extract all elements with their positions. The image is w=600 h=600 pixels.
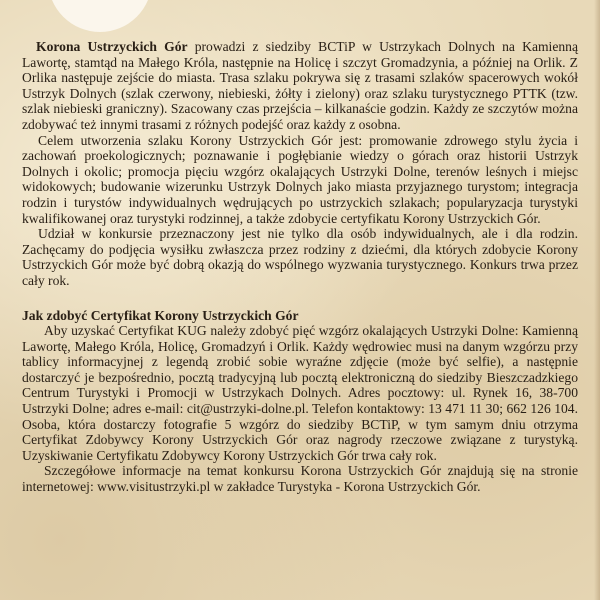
article-body [22, 39, 578, 495]
participation-paragraph: Udział w konkursie przeznaczony jest nie tylko dla osób indywidualnych, ale i dla rodzin. Zachęcamy do podjęcia wysiłku zwłaszcza przez rodziny z dziećmi, dla których zdobycie Korony Ustrzyckich Gór może być dobrą okazją do wspólnego wyzwania turystycznego. Konkurs trwa przez cały rok. [22, 226, 578, 288]
certificate-paragraph: Aby uzyskać Certyfikat KUG należy zdobyć pięć wzgórz okalających Ustrzyki Dolne: Kamienną Lawortę, Małego Króla, Holicę, Gromadzyń i Orlik. Każdy wędrowiec musi na danym wzgórzu przy tablicy informacyjnej z legendą zrobić sobie wyraźne zdjęcie (może być selfie), a następnie dostarczyć je bezpośrednio, pocztą tradycyjną lub pocztą elektroniczną do siedziby Bieszczadzkiego Centrum Turystyki i Promocji w Ustrzykach Dolnych. Adres pocztowy: ul. Rynek 16, 38-700 Ustrzyki Dolne; adres e-mail: cit@ustrzyki-dolne.pl. Telefon kontaktowy: 13 471 11 30; 662 126 104. Osoba, która dostarczy fotografie 5 wzgórz do siedziby BCTiP, w tym samym dniu otrzyma Certyfikat Zdobywcy Korony Ustrzyckich Gór oraz nagrody rzeczowe związane z turystyką. Uzyskiwanie Certyfikatu Zdobywcy Korony Ustrzyckich Gór trwa cały rok. [22, 323, 578, 463]
intro-lead-bold: Korona Ustrzyckich Gór [36, 39, 188, 54]
top-badge-circle [48, 0, 152, 32]
intro-paragraph [22, 39, 578, 133]
details-paragraph: Szczegółowe informacje na temat konkursu Korona Ustrzyckich Gór znajdują się na stronie internetowej: www.visitustrzyki.pl w zakładce Turystyka - Korona Ustrzyckich Gór. [22, 463, 578, 495]
goals-paragraph: Celem utworzenia szlaku Korony Ustrzyckich Gór jest: promowanie zdrowego stylu życia i zachowań proekologicznych; poznawanie i pogłębianie wiedzy o górach oraz historii Ustrzyk Dolnych i okolic; promocja pięciu wzgórz okalających Ustrzyki Dolne, terenów leśnych i miejsc widokowych; budowanie wizerunku Ustrzyk Dolnych jako miasta przyjaznego turystom; integracja rodzin i turystów indywidualnych wędrujących po ustrzyckich szlakach; popularyzacja turystyki kwalifikowanej oraz turystyki rodzinnej, a także zdobycie certyfikatu Korony Ustrzyckich Gór. [22, 132, 578, 226]
intro-text: prowadzi z siedziby BCTiP w Ustrzykach Dolnych na Kamienną Lawortę, stamtąd na Małego Króla, następnie na Holicę i szczyt Gromadzynia, a później na Orlik. Z Orlika następuje zejście do miasta. Trasa szlaku pokrywa się z trasami szlaków spacerowych wokół Ustrzyk Dolnych (szlak czerwony, niebieski, żółty i zielony) oraz szlaku turystycznego PTTK (tzw. szlak niebieski graniczny). Szacowany czas przejścia – kilkanaście godzin. Każdy ze szczytów można zdobywać też innymi trasami z różnych podejść oraz każdy z osobna. [22, 39, 578, 132]
page-edge-shadow [594, 0, 600, 600]
certificate-heading: Jak zdobyć Certyfikat Korony Ustrzyckich Gór [22, 307, 299, 323]
